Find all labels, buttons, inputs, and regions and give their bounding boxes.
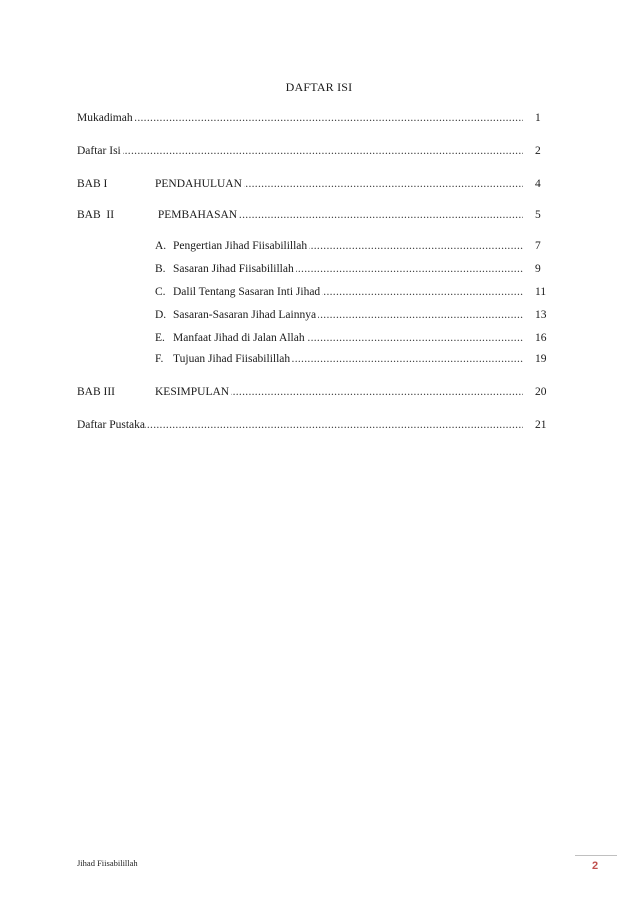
chapter-number: BAB II xyxy=(77,209,115,221)
toc-entry-label: Pengertian Jihad Fiisabilillah xyxy=(173,240,308,252)
running-footer-title: Jihad Fiisabilillah xyxy=(77,858,138,868)
subentry-letter: F. xyxy=(155,353,164,365)
toc-subentry[interactable] xyxy=(155,351,557,367)
toc-entry-page: 1 xyxy=(535,112,541,124)
subentry-letter: E. xyxy=(155,332,165,344)
leader-dots xyxy=(77,110,523,126)
toc-entry-label: Tujuan Jihad Fiisabilillah xyxy=(173,353,291,365)
toc-entry-chapter[interactable] xyxy=(77,176,557,192)
toc-entry-page: 13 xyxy=(535,309,547,321)
toc-entry-label: Manfaat Jihad di Jalan Allah xyxy=(173,332,305,344)
toc-entry-page: 4 xyxy=(535,178,541,190)
chapter-number: BAB I xyxy=(77,178,108,190)
toc-entry-page: 19 xyxy=(535,353,547,365)
toc-subentry[interactable] xyxy=(155,330,557,346)
toc-subentry[interactable] xyxy=(155,261,557,277)
toc-title: DAFTAR ISI xyxy=(285,80,353,94)
toc-entry-page: 21 xyxy=(535,419,547,431)
chapter-number: BAB III xyxy=(77,386,116,398)
footer-divider xyxy=(575,855,617,856)
toc-entry-label: Daftar Isi xyxy=(77,145,121,157)
toc-entry-label: Sasaran Jihad Fiisabilillah xyxy=(173,263,294,275)
leader-dots xyxy=(77,143,523,159)
toc-entry-label: Sasaran-Sasaran Jihad Lainnya xyxy=(173,309,317,321)
toc-entry-label: PENDAHULUAN xyxy=(155,178,242,190)
toc-entry-page: 20 xyxy=(535,386,547,398)
toc-subentry[interactable] xyxy=(155,284,557,300)
subentry-letter: C. xyxy=(155,286,166,298)
toc-entry-label: PEMBAHASAN xyxy=(155,209,238,221)
toc-entry-page: 2 xyxy=(535,145,541,157)
toc-entry-page: 9 xyxy=(535,263,541,275)
toc-entry-page: 7 xyxy=(535,240,541,252)
toc-entry-chapter[interactable] xyxy=(77,207,557,223)
toc-entry[interactable] xyxy=(77,143,557,159)
toc-entry[interactable] xyxy=(77,110,557,126)
toc-entry-page: 16 xyxy=(535,332,547,344)
toc-entry-label: Daftar Pustaka xyxy=(77,419,146,431)
toc-subentry[interactable] xyxy=(155,307,557,323)
toc-entry-chapter[interactable] xyxy=(77,384,557,400)
toc-entry-label: Mukadimah xyxy=(77,112,133,124)
toc-entry-label: Dalil Tentang Sasaran Inti Jihad xyxy=(173,286,321,298)
subentry-letter: A. xyxy=(155,240,167,252)
toc-entry-label: KESIMPULAN xyxy=(155,386,230,398)
subentry-letter: B. xyxy=(155,263,166,275)
toc-entry-page: 11 xyxy=(535,286,547,298)
toc-entry-page: 5 xyxy=(535,209,541,221)
subentry-letter: D. xyxy=(155,309,167,321)
toc-entry[interactable] xyxy=(77,417,557,433)
toc-subentry[interactable] xyxy=(155,238,557,254)
page-number: 2 xyxy=(592,860,599,872)
